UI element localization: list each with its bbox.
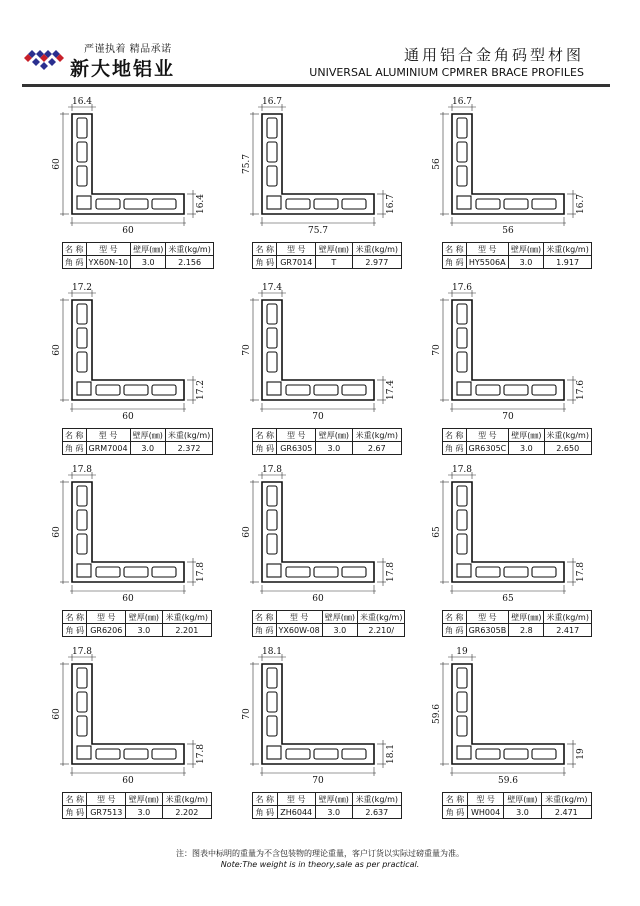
company-logo-icon bbox=[22, 44, 64, 72]
profile-card bbox=[422, 280, 612, 460]
dim-top: 17.8 bbox=[71, 465, 93, 475]
dim-bottom: 70 bbox=[502, 412, 514, 422]
cell-name: 角 码 bbox=[443, 256, 467, 269]
dim-top: 17.2 bbox=[71, 283, 93, 293]
header-model: 型 号 bbox=[86, 243, 131, 256]
page-header bbox=[0, 0, 640, 92]
header-model: 型 号 bbox=[277, 429, 316, 442]
page-title-cn: 通用铝合金角码型材图 bbox=[403, 46, 584, 64]
table-row bbox=[253, 442, 402, 455]
header-model: 型 号 bbox=[466, 243, 508, 256]
dim-bottom: 60 bbox=[122, 226, 134, 236]
table-row bbox=[63, 611, 212, 624]
header-name: 名 称 bbox=[63, 243, 87, 256]
header-model: 型 号 bbox=[467, 793, 503, 806]
header-weight: 米重(kg/m) bbox=[358, 611, 405, 624]
header-model: 型 号 bbox=[87, 793, 126, 806]
dim-top: 17.6 bbox=[451, 283, 473, 293]
dim-top: 19 bbox=[456, 647, 468, 657]
dim-left: 60 bbox=[52, 526, 62, 538]
cell-name: 角 码 bbox=[63, 806, 87, 819]
table-row bbox=[253, 806, 402, 819]
cell-name: 角 码 bbox=[253, 256, 277, 269]
cell-model: YX60N-10 bbox=[86, 256, 131, 269]
header-wall: 壁厚(㎜) bbox=[509, 611, 544, 624]
cell-wall: 3.0 bbox=[322, 624, 357, 637]
cell-weight: 2.650 bbox=[544, 442, 592, 455]
header-model: 型 号 bbox=[466, 611, 509, 624]
dim-bottom: 56 bbox=[502, 226, 514, 236]
dim-bottom: 60 bbox=[122, 594, 134, 604]
table-row bbox=[443, 429, 592, 442]
header-name: 名 称 bbox=[253, 429, 277, 442]
profile-drawing bbox=[422, 280, 612, 430]
table-row bbox=[63, 243, 214, 256]
footer-note-cn: 注：图表中标明的重量为不含包装物的理论重量，客户订货以实际过磅重量为准。 bbox=[176, 849, 464, 858]
cell-weight: 2.637 bbox=[352, 806, 401, 819]
header-name: 名 称 bbox=[443, 429, 467, 442]
spec-table bbox=[442, 610, 592, 637]
header-name: 名 称 bbox=[253, 793, 278, 806]
profile-card bbox=[232, 644, 422, 824]
spec-table bbox=[252, 428, 402, 455]
dim-right: 17.8 bbox=[196, 561, 206, 583]
cell-weight: 2.210/ bbox=[358, 624, 405, 637]
header-weight: 米重(kg/m) bbox=[352, 243, 401, 256]
cell-weight: 2.417 bbox=[544, 624, 592, 637]
cell-wall: 3.0 bbox=[316, 442, 353, 455]
cell-wall: 3.0 bbox=[130, 442, 165, 455]
spec-table bbox=[62, 792, 212, 819]
dim-top: 16.7 bbox=[261, 97, 283, 107]
dim-top: 16.7 bbox=[451, 97, 473, 107]
dim-left: 60 bbox=[52, 708, 62, 720]
cell-weight: 2.372 bbox=[165, 442, 212, 455]
spec-table bbox=[252, 610, 405, 637]
header-weight: 米重(kg/m) bbox=[162, 611, 211, 624]
profile-card bbox=[422, 94, 612, 274]
dim-left: 70 bbox=[242, 708, 252, 720]
header-name: 名 称 bbox=[443, 243, 467, 256]
profile-card bbox=[232, 462, 422, 642]
profile-card bbox=[422, 644, 612, 824]
dim-right: 17.8 bbox=[386, 561, 396, 583]
profile-card bbox=[232, 280, 422, 460]
profile-drawing bbox=[232, 280, 422, 430]
cell-weight: 2.977 bbox=[352, 256, 401, 269]
table-row bbox=[443, 442, 592, 455]
cell-weight: 2.156 bbox=[166, 256, 213, 269]
header-weight: 米重(kg/m) bbox=[541, 793, 591, 806]
header-model: 型 号 bbox=[277, 243, 316, 256]
table-row bbox=[443, 806, 592, 819]
header-wall: 壁厚(㎜) bbox=[322, 611, 357, 624]
table-row bbox=[253, 624, 405, 637]
dim-top: 17.8 bbox=[71, 647, 93, 657]
table-row bbox=[63, 442, 213, 455]
header-weight: 米重(kg/m) bbox=[352, 793, 401, 806]
dim-top: 18.1 bbox=[261, 647, 283, 657]
profile-drawing bbox=[42, 462, 232, 612]
spec-table bbox=[442, 428, 592, 455]
cell-name: 角 码 bbox=[443, 442, 467, 455]
dim-right: 16.7 bbox=[386, 193, 396, 215]
cell-model: HY5506A bbox=[466, 256, 508, 269]
dim-top: 17.8 bbox=[451, 465, 473, 475]
header-name: 名 称 bbox=[63, 793, 87, 806]
table-row bbox=[443, 256, 592, 269]
spec-table bbox=[442, 242, 592, 269]
footer-note-en: Note:The weight is in theory,sale as per practical. bbox=[220, 860, 420, 869]
table-row bbox=[63, 806, 212, 819]
dim-bottom: 60 bbox=[312, 594, 324, 604]
header-divider bbox=[22, 84, 610, 87]
header-wall: 壁厚(㎜) bbox=[509, 429, 544, 442]
table-row bbox=[253, 793, 402, 806]
dim-left: 75.7 bbox=[242, 153, 252, 175]
dim-left: 60 bbox=[52, 158, 62, 170]
dim-left: 70 bbox=[432, 344, 442, 356]
profile-drawing bbox=[42, 280, 232, 430]
profile-drawing bbox=[422, 462, 612, 612]
dim-left: 65 bbox=[432, 526, 442, 538]
header-weight: 米重(kg/m) bbox=[544, 243, 592, 256]
header-wall: 壁厚(㎜) bbox=[131, 243, 166, 256]
profile-card bbox=[42, 94, 232, 274]
header-wall: 壁厚(㎜) bbox=[316, 429, 353, 442]
cell-model: WH004 bbox=[467, 806, 503, 819]
cell-wall: 3.0 bbox=[126, 806, 163, 819]
cell-weight: 2.201 bbox=[162, 624, 211, 637]
header-weight: 米重(kg/m) bbox=[544, 611, 592, 624]
cell-wall: 3.0 bbox=[131, 256, 166, 269]
spec-table bbox=[62, 242, 214, 269]
cell-name: 角 码 bbox=[443, 806, 468, 819]
header-wall: 壁厚(㎜) bbox=[508, 243, 543, 256]
profile-card bbox=[42, 462, 232, 642]
header-model: 型 号 bbox=[86, 429, 130, 442]
table-row bbox=[443, 793, 592, 806]
header-name: 名 称 bbox=[443, 611, 467, 624]
dim-right: 16.4 bbox=[196, 193, 206, 215]
cell-wall: 3.0 bbox=[508, 256, 543, 269]
cell-name: 角 码 bbox=[63, 442, 87, 455]
dim-left: 60 bbox=[242, 526, 252, 538]
profile-drawing bbox=[232, 94, 422, 244]
dim-right: 17.6 bbox=[576, 379, 586, 401]
cell-weight: 2.67 bbox=[352, 442, 401, 455]
dim-bottom: 60 bbox=[122, 776, 134, 786]
dim-bottom: 70 bbox=[312, 412, 324, 422]
profile-drawing bbox=[42, 644, 232, 794]
header-wall: 壁厚(㎜) bbox=[315, 793, 352, 806]
dim-right: 19 bbox=[576, 748, 586, 760]
cell-weight: 1.917 bbox=[544, 256, 592, 269]
dim-right: 18.1 bbox=[386, 743, 396, 765]
header-name: 名 称 bbox=[63, 429, 87, 442]
cell-name: 角 码 bbox=[63, 256, 87, 269]
spec-table bbox=[252, 242, 402, 269]
header-wall: 壁厚(㎜) bbox=[504, 793, 541, 806]
table-row bbox=[63, 429, 213, 442]
table-row bbox=[443, 243, 592, 256]
table-row bbox=[253, 611, 405, 624]
header-weight: 米重(kg/m) bbox=[166, 243, 213, 256]
dim-right: 17.2 bbox=[196, 379, 206, 401]
spec-table bbox=[62, 610, 212, 637]
spec-table bbox=[252, 792, 402, 819]
header-model: 型 号 bbox=[87, 611, 126, 624]
header-model: 型 号 bbox=[466, 429, 509, 442]
table-row bbox=[63, 256, 214, 269]
dim-bottom: 70 bbox=[312, 776, 324, 786]
profile-card bbox=[42, 280, 232, 460]
dim-top: 16.4 bbox=[71, 97, 93, 107]
profile-drawing bbox=[232, 644, 422, 794]
dim-right: 16.7 bbox=[576, 193, 586, 215]
header-wall: 壁厚(㎜) bbox=[316, 243, 353, 256]
header-weight: 米重(kg/m) bbox=[544, 429, 592, 442]
cell-wall: 3.0 bbox=[315, 806, 352, 819]
header-wall: 壁厚(㎜) bbox=[126, 793, 163, 806]
header-wall: 壁厚(㎜) bbox=[126, 611, 163, 624]
spec-table bbox=[62, 428, 213, 455]
cell-model: YX60W-08 bbox=[276, 624, 322, 637]
dim-left: 60 bbox=[52, 344, 62, 356]
cell-name: 角 码 bbox=[443, 624, 467, 637]
cell-model: GR7014 bbox=[277, 256, 316, 269]
cell-model: ZH6044 bbox=[277, 806, 315, 819]
cell-weight: 2.471 bbox=[541, 806, 591, 819]
header-name: 名 称 bbox=[253, 611, 277, 624]
header-name: 名 称 bbox=[253, 243, 277, 256]
cell-wall: 3.0 bbox=[126, 624, 163, 637]
cell-model: GRM7004 bbox=[86, 442, 130, 455]
dim-right: 17.4 bbox=[386, 379, 396, 401]
table-row bbox=[63, 793, 212, 806]
table-row bbox=[443, 611, 592, 624]
cell-model: GR6305C bbox=[466, 442, 509, 455]
cell-model: GR7513 bbox=[87, 806, 126, 819]
table-row bbox=[443, 624, 592, 637]
dim-top: 17.4 bbox=[261, 283, 283, 293]
dim-right: 17.8 bbox=[576, 561, 586, 583]
cell-model: GR6305 bbox=[277, 442, 316, 455]
profile-card bbox=[42, 644, 232, 824]
header-model: 型 号 bbox=[276, 611, 322, 624]
cell-wall: 3.0 bbox=[504, 806, 541, 819]
dim-bottom: 65 bbox=[502, 594, 514, 604]
dim-top: 17.8 bbox=[261, 465, 283, 475]
cell-wall: 2.8 bbox=[509, 624, 544, 637]
header-weight: 米重(kg/m) bbox=[352, 429, 401, 442]
profile-drawing bbox=[422, 644, 612, 794]
company-slogan: 严谨执着 精品承诺 bbox=[84, 44, 172, 55]
table-row bbox=[63, 624, 212, 637]
profile-drawing bbox=[42, 94, 232, 244]
cell-weight: 2.202 bbox=[162, 806, 211, 819]
header-name: 名 称 bbox=[63, 611, 87, 624]
dim-left: 59.6 bbox=[432, 703, 442, 725]
profile-card bbox=[232, 94, 422, 274]
cell-name: 角 码 bbox=[253, 806, 278, 819]
table-row bbox=[253, 243, 402, 256]
profile-drawing bbox=[232, 462, 422, 612]
dim-bottom: 75.7 bbox=[307, 226, 329, 236]
dim-right: 17.8 bbox=[196, 743, 206, 765]
cell-name: 角 码 bbox=[253, 624, 277, 637]
dim-left: 70 bbox=[242, 344, 252, 356]
cell-model: GR6206 bbox=[87, 624, 126, 637]
header-name: 名 称 bbox=[443, 793, 468, 806]
spec-table bbox=[442, 792, 592, 819]
header-wall: 壁厚(㎜) bbox=[130, 429, 165, 442]
profile-card bbox=[422, 462, 612, 642]
dim-bottom: 59.6 bbox=[497, 776, 519, 786]
header-weight: 米重(kg/m) bbox=[165, 429, 212, 442]
dim-bottom: 60 bbox=[122, 412, 134, 422]
cell-wall: T bbox=[316, 256, 353, 269]
dim-left: 56 bbox=[432, 158, 442, 170]
cell-name: 角 码 bbox=[63, 624, 87, 637]
page-title-en: UNIVERSAL ALUMINIUM CPMRER BRACE PROFILES bbox=[309, 66, 584, 79]
cell-wall: 3.0 bbox=[509, 442, 544, 455]
table-row bbox=[253, 429, 402, 442]
cell-model: GR6305B bbox=[466, 624, 509, 637]
header-model: 型 号 bbox=[277, 793, 315, 806]
cell-name: 角 码 bbox=[253, 442, 277, 455]
header-weight: 米重(kg/m) bbox=[162, 793, 211, 806]
company-name: 新大地铝业 bbox=[70, 58, 176, 80]
profile-drawing bbox=[422, 94, 612, 244]
table-row bbox=[253, 256, 402, 269]
